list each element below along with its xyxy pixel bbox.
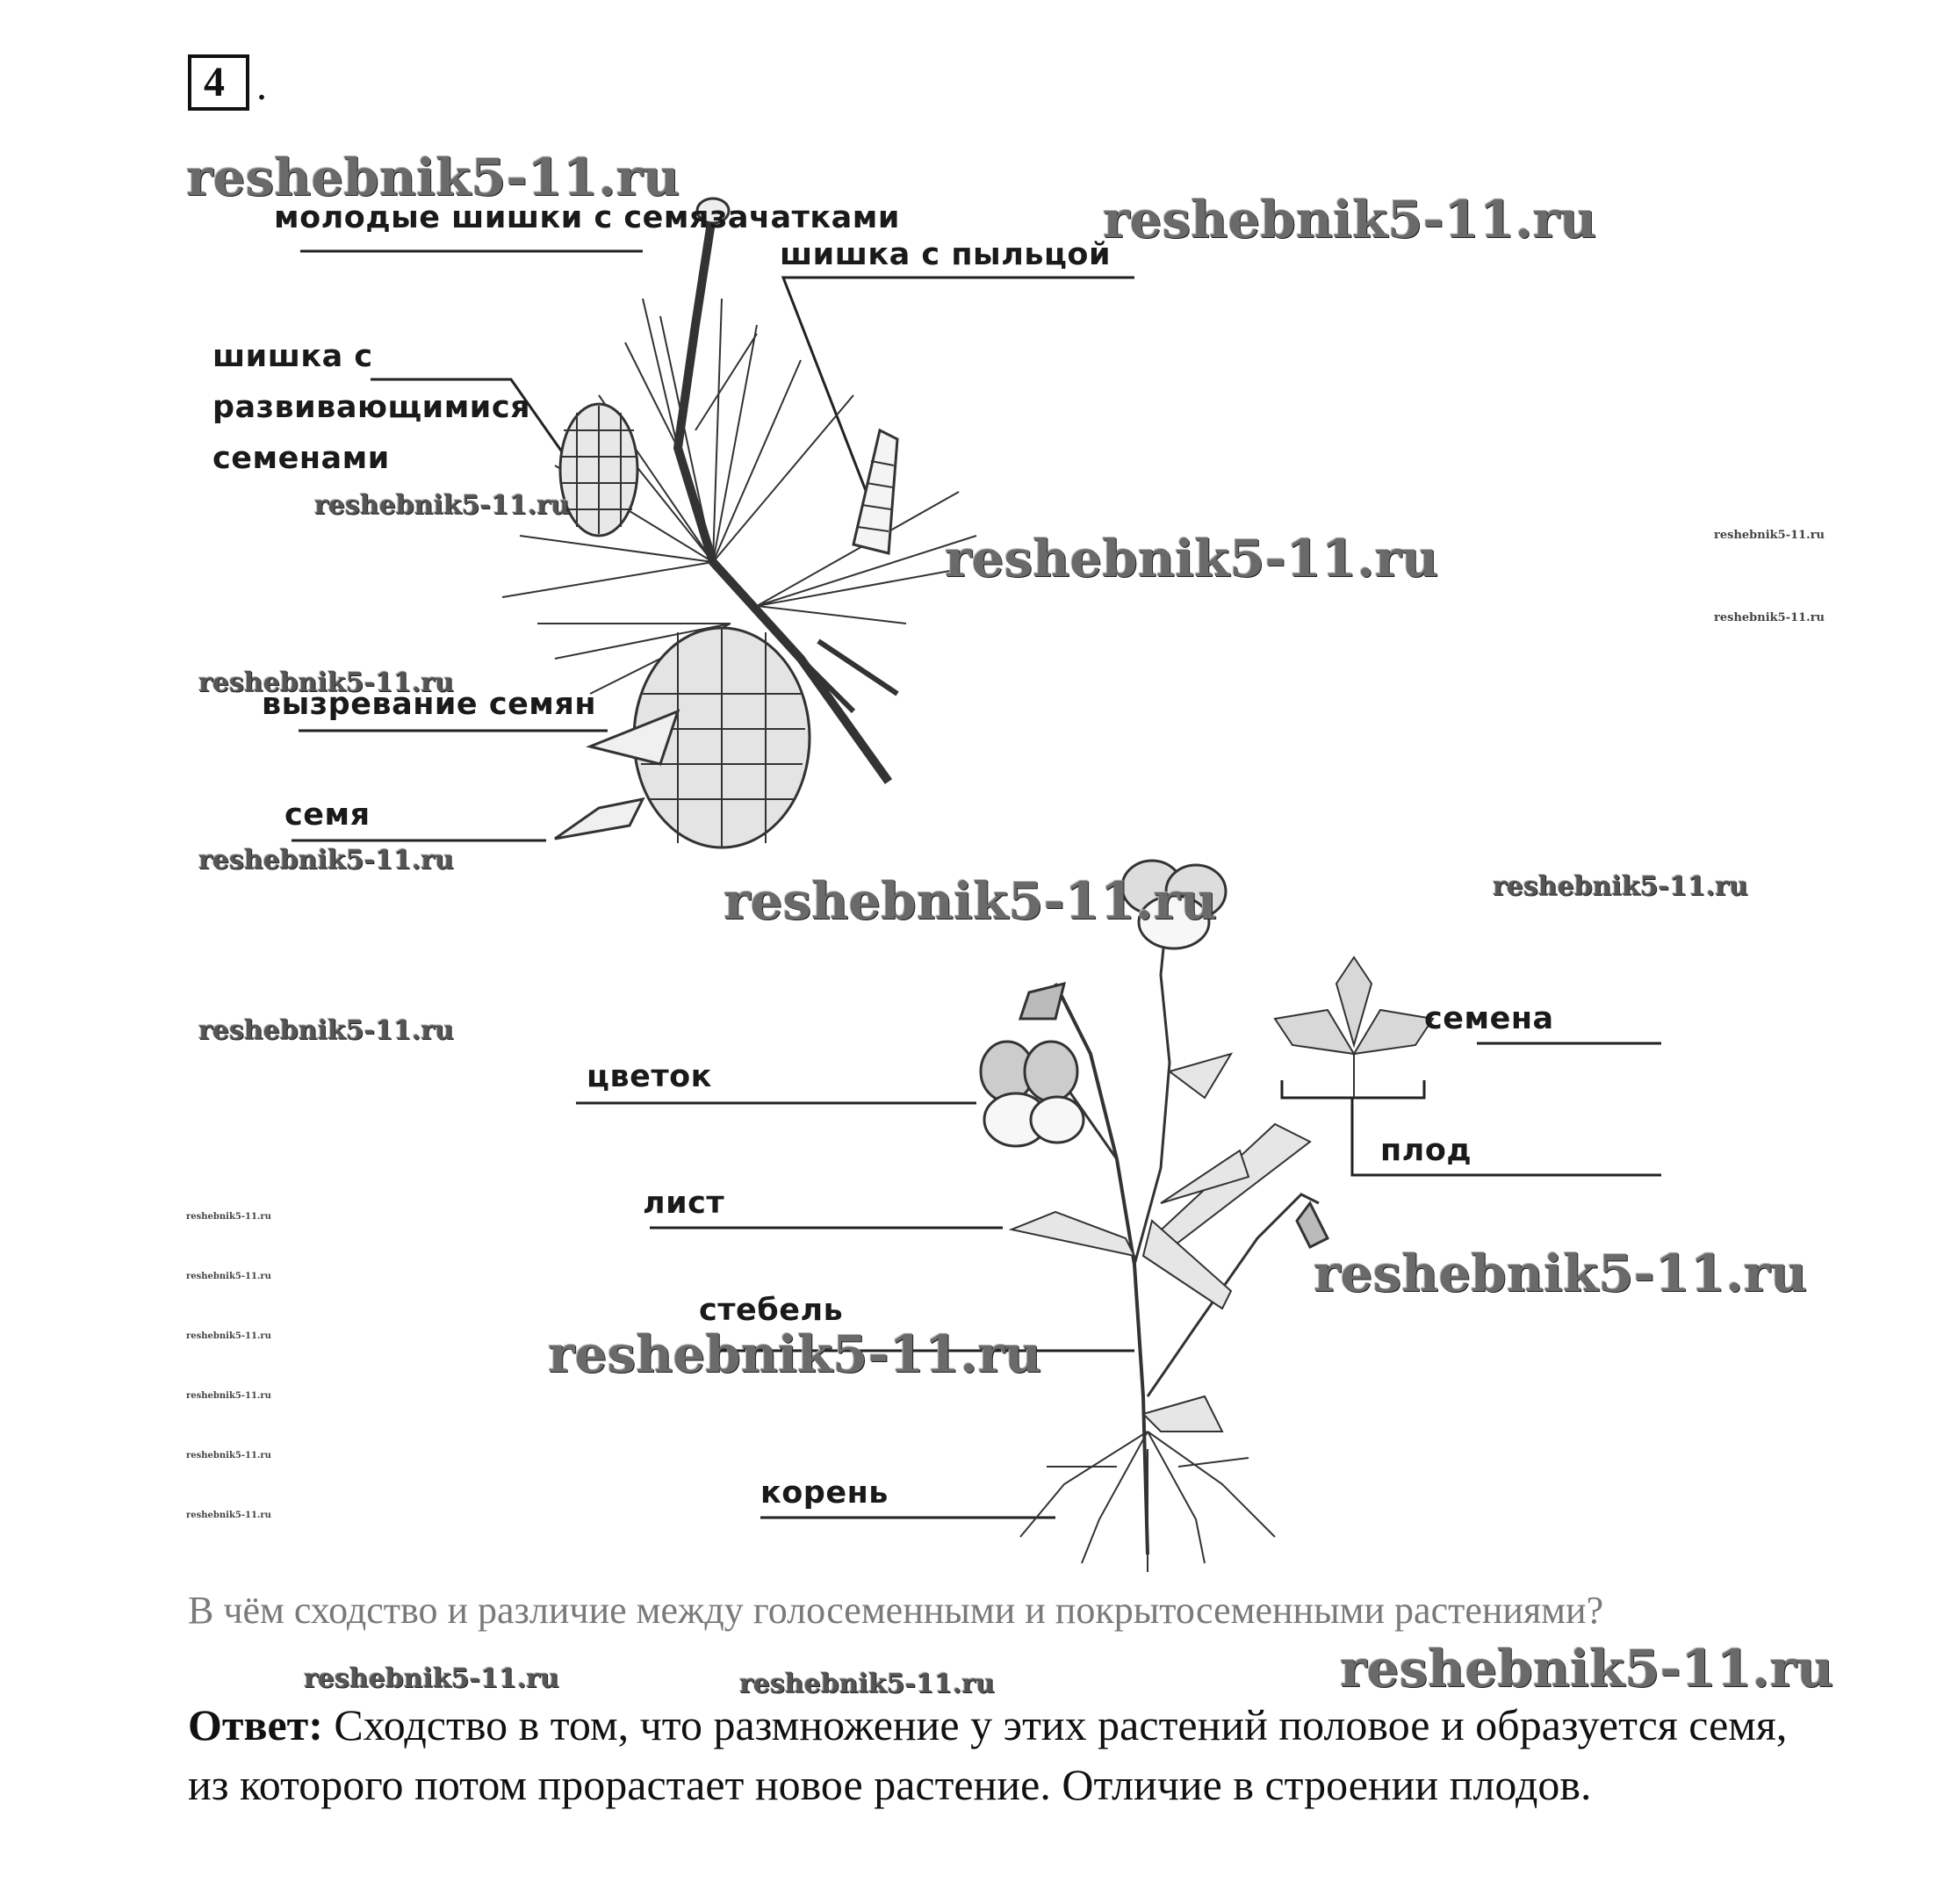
watermark: reshebnik5-11.ru [1493,871,1748,902]
watermark: reshebnik5-11.ru [1103,190,1597,249]
answer-block [188,1695,1839,1814]
task-number-box [188,54,267,111]
watermark: reshebnik5-11.ru [1340,1639,1834,1698]
label-leaf: лист [643,1186,725,1221]
watermark: reshebnik5-11.ru [198,845,454,876]
answer-heading: Ответ: [188,1700,323,1749]
pine-branch-icon [502,198,976,847]
answer-text: Сходство в том, что размножение у этих растений половое и образуется семя, из которого потом прорастает новое растение. Отличие в строении плодов. [188,1700,1788,1809]
label-root: корень [760,1475,889,1511]
watermark: reshebnik5-11.ru [186,1511,271,1520]
label-fruit: плод [1380,1133,1472,1168]
watermark: reshebnik5-11.ru [186,1272,271,1281]
label-seeds: семена [1424,1001,1554,1036]
watermark: reshebnik5-11.ru [186,1331,271,1341]
watermark: reshebnik5-11.ru [198,667,454,698]
watermark: reshebnik5-11.ru [1714,529,1825,542]
watermark: reshebnik5-11.ru [1314,1244,1808,1303]
watermark: reshebnik5-11.ru [724,871,1218,931]
label-seed: семя [284,797,371,833]
task-number: 4 [204,59,225,105]
watermark: reshebnik5-11.ru [186,1391,271,1401]
watermark: reshebnik5-11.ru [198,1015,454,1046]
watermark: reshebnik5-11.ru [314,490,570,521]
watermark: reshebnik5-11.ru [186,148,680,207]
label-stem: стебель [699,1293,844,1328]
label-developing-cone-line2: развивающимися [212,390,531,425]
watermark: reshebnik5-11.ru [304,1663,559,1694]
label-young-cones: молодые шишки с семязачатками [274,200,900,235]
label-developing-cone-line3: семенами [212,441,390,476]
watermark: reshebnik5-11.ru [739,1669,995,1699]
watermark: reshebnik5-11.ru [1714,611,1825,624]
label-seed-ripening: вызревание семян [262,687,597,722]
question-text: В чём сходство и различие между голосеменными и покрытосеменными растениями? [188,1589,1604,1632]
task-number-dot: . [256,62,267,109]
label-pollen-cone: шишка с пыльцой [780,237,1111,272]
violet-plant-icon [981,861,1433,1572]
leader-pollen-cone [783,278,1134,527]
watermark: reshebnik5-11.ru [186,1451,271,1460]
label-developing-cone-line1: шишка с [212,339,373,374]
watermark: reshebnik5-11.ru [945,529,1439,588]
label-flower: цветок [587,1059,712,1094]
watermark: reshebnik5-11.ru [186,1212,271,1222]
watermark: reshebnik5-11.ru [548,1324,1042,1384]
